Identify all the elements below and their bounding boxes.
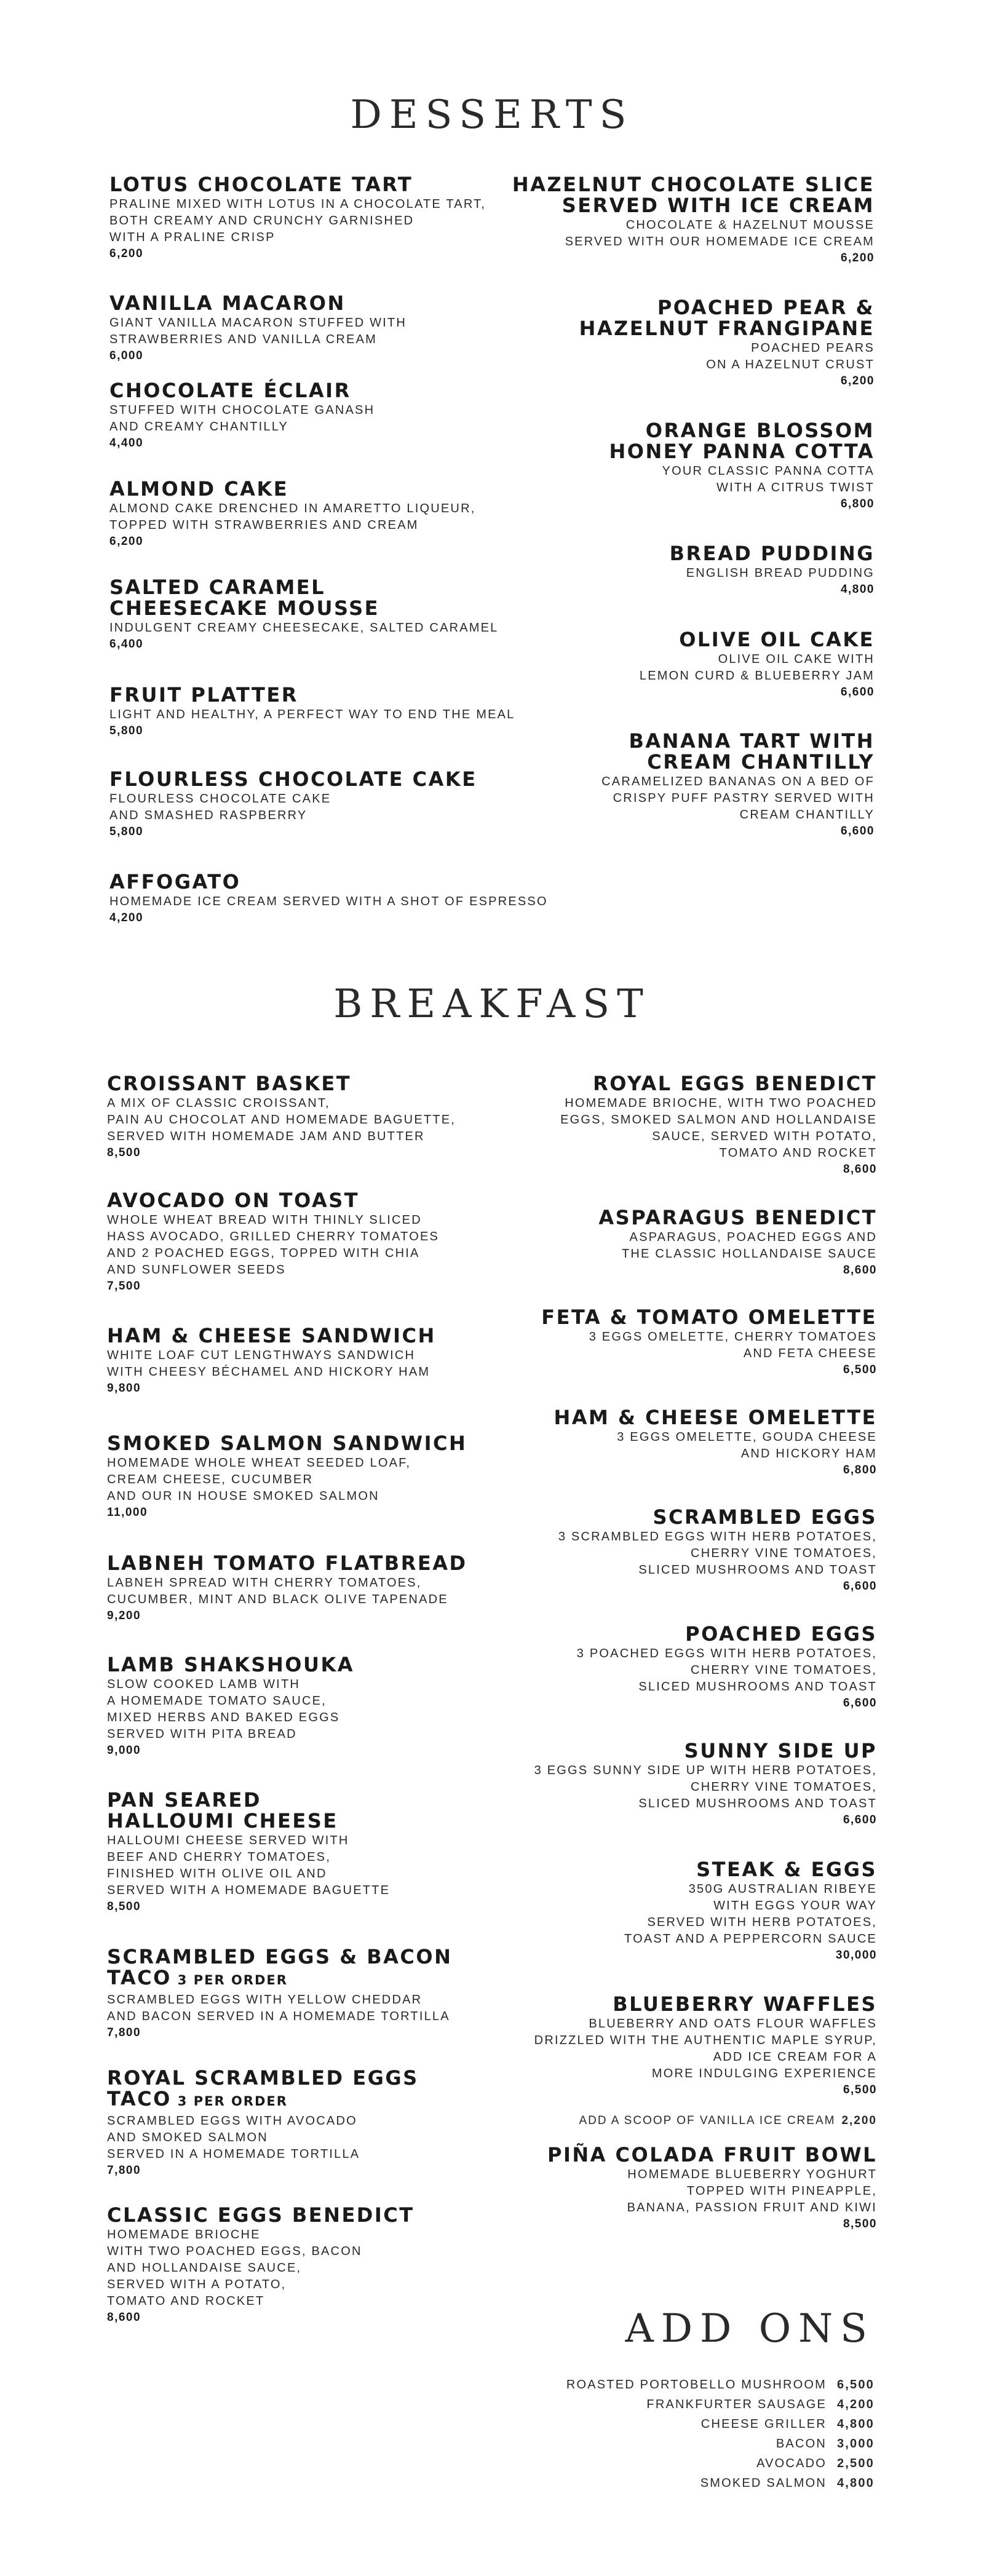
item-name: BANANA TART WITH CREAM CHANTILLY — [629, 729, 875, 774]
item-name: SALTED CARAMEL CHEESECAKE MOUSSE — [109, 576, 379, 620]
item-description: ENGLISH BREAD PUDDING — [686, 566, 875, 580]
item-description: HOMEMADE BRIOCHE, WITH TWO POACHED EGGS, SMOKED SALMON AND HOLLANDAISE SAUCE, SERVED WITH POTATO, TOMATO AND ROCKET — [560, 1096, 877, 1160]
item-name: FETA & TOMATO OMELETTE — [541, 1306, 877, 1329]
item-name: CLASSIC EGGS BENEDICT — [107, 2203, 415, 2227]
item-price: 4,800 — [840, 583, 875, 596]
item-description: WHITE LOAF CUT LENGTHWAYS SANDWICH WITH CHEESY BÉCHAMEL AND HICKORY HAM — [107, 1349, 430, 1379]
menu-item — [443, 1507, 877, 1595]
item-name: SCRAMBLED EGGS — [653, 1505, 877, 1529]
addon-price: 2,500 — [836, 2457, 875, 2470]
menu-item — [443, 1994, 877, 2129]
addon-item — [444, 2414, 875, 2434]
menu-item — [443, 543, 875, 598]
extra-label: ADD A SCOOP OF VANILLA ICE CREAM — [579, 2114, 836, 2127]
item-price: 6,200 — [840, 252, 875, 264]
item-note: 3 PER ORDER — [177, 1973, 288, 1987]
menu-item — [443, 420, 875, 512]
item-name: HAM & CHEESE OMELETTE — [554, 1406, 877, 1429]
item-name: AFFOGATO — [109, 870, 241, 894]
item-price: 9,800 — [107, 1382, 141, 1395]
item-name: ASPARAGUS BENEDICT — [598, 1206, 877, 1229]
menu-item — [109, 871, 552, 926]
addons-heading: ADD ONS — [625, 2306, 875, 2352]
breakfast-heading: BREAKFAST — [333, 981, 651, 1027]
item-description: LIGHT AND HEALTHY, A PERFECT WAY TO END THE MEAL — [109, 708, 515, 721]
addons-list — [444, 2375, 875, 2493]
item-description: 3 POACHED EGGS WITH HERB POTATOES, CHERRY VINE TOMATOES, SLICED MUSHROOMS AND TOAST — [576, 1647, 877, 1694]
item-price: 6,600 — [843, 1813, 877, 1826]
addon-item — [444, 2454, 875, 2473]
menu-item — [443, 1740, 877, 1828]
item-description: OLIVE OIL CAKE WITH LEMON CURD & BLUEBERRY JAM — [639, 652, 875, 683]
item-description: CARAMELIZED BANANAS ON A BED OF CRISPY PUFF PASTRY SERVED WITH CREAM CHANTILLY — [601, 775, 875, 822]
item-description: HOMEMADE BRIOCHE WITH TWO POACHED EGGS, BACON AND HOLLANDAISE SAUCE, SERVED WITH A POTATO, TOMATO AND ROCKET — [107, 2228, 362, 2308]
addon-name: FRANKFURTER SAUSAGE — [646, 2398, 827, 2411]
extra-price: 2,200 — [841, 2114, 877, 2127]
item-description: FLOURLESS CHOCOLATE CAKE AND SMASHED RASPBERRY — [109, 792, 331, 822]
desserts-heading: DESSERTS — [350, 92, 634, 138]
menu-item — [443, 731, 875, 839]
item-price: 6,600 — [840, 825, 875, 838]
item-description: CHOCOLATE & HAZELNUT MOUSSE SERVED WITH OUR HOMEMADE ICE CREAM — [565, 218, 875, 248]
item-name-text: ROYAL SCRAMBLED EGGS TACO — [107, 2066, 419, 2110]
item-price: 6,500 — [843, 1363, 877, 1376]
item-name: ORANGE BLOSSOM HONEY PANNA COTTA — [609, 419, 875, 463]
item-description: ALMOND CAKE DRENCHED IN AMARETTO LIQUEUR, TOPPED WITH STRAWBERRIES AND CREAM — [109, 502, 476, 532]
item-price: 11,000 — [107, 1506, 148, 1519]
item-price: 4,200 — [109, 911, 144, 924]
item-price: 6,600 — [843, 1697, 877, 1710]
addon-price: 3,000 — [836, 2437, 875, 2451]
item-name: PIÑA COLADA FRUIT BOWL — [547, 2143, 877, 2166]
item-price: 8,600 — [107, 2311, 141, 2324]
item-name: POACHED EGGS — [685, 1622, 877, 1646]
item-name: PAN SEARED HALLOUMI CHEESE — [107, 1788, 338, 1833]
addon-price: 4,800 — [836, 2476, 875, 2490]
item-price: 6,400 — [109, 638, 144, 651]
menu-item — [443, 2144, 877, 2232]
item-note: 3 PER ORDER — [177, 2094, 288, 2109]
item-description: 350G AUSTRALIAN RIBEYE WITH EGGS YOUR WAY SERVED WITH HERB POTATOES, TOAST AND A PEPPERCORN SAUCE — [624, 1882, 877, 1946]
item-price: 5,800 — [109, 724, 144, 737]
item-name: CROISSANT BASKET — [107, 1072, 352, 1095]
item-description: 3 EGGS OMELETTE, GOUDA CHEESE AND HICKORY HAM — [617, 1430, 877, 1460]
item-price: 8,500 — [107, 1146, 141, 1159]
menu-item — [443, 1859, 877, 1964]
item-name: HAZELNUT CHOCOLATE SLICE SERVED WITH ICE CREAM — [512, 173, 875, 217]
addon-name: SMOKED SALMON — [700, 2476, 827, 2490]
item-name: AVOCADO ON TOAST — [107, 1189, 360, 1212]
item-name: LAMB SHAKSHOUKA — [107, 1653, 354, 1676]
item-name: CHOCOLATE ÉCLAIR — [109, 379, 351, 402]
item-name: LOTUS CHOCOLATE TART — [109, 173, 413, 196]
item-price: 7,800 — [107, 2026, 141, 2039]
addon-item — [444, 2473, 875, 2493]
item-description: 3 EGGS OMELETTE, CHERRY TOMATOES AND FETA CHEESE — [589, 1330, 877, 1360]
item-name: ROYAL EGGS BENEDICT — [593, 1072, 877, 1095]
item-price: 7,800 — [107, 2164, 141, 2177]
item-name: VANILLA MACARON — [109, 291, 346, 315]
item-price: 6,600 — [843, 1580, 877, 1593]
item-price: 4,400 — [109, 437, 144, 450]
item-price: 8,500 — [107, 1900, 141, 1913]
item-price: 8,600 — [843, 1264, 877, 1277]
item-name: STEAK & EGGS — [696, 1858, 877, 1881]
item-price: 7,500 — [107, 1280, 141, 1293]
item-description: HALLOUMI CHEESE SERVED WITH BEEF AND CHERRY TOMATOES, FINISHED WITH OLIVE OIL AND SERVED WITH A HOMEMADE BAGUETTE — [107, 1834, 391, 1897]
item-price: 6,200 — [840, 375, 875, 387]
item-description: POACHED PEARS ON A HAZELNUT CRUST — [706, 341, 875, 371]
item-description: SCRAMBLED EGGS WITH YELLOW CHEDDAR AND BACON SERVED IN A HOMEMADE TORTILLA — [107, 1993, 450, 2023]
item-description: HOMEMADE ICE CREAM SERVED WITH A SHOT OF ESPRESSO — [109, 895, 548, 908]
item-price: 6,000 — [109, 349, 144, 362]
item-description: PRALINE MIXED WITH LOTUS IN A CHOCOLATE TART, BOTH CREAMY AND CRUNCHY GARNISHED WITH A PRALINE CRISP — [109, 197, 486, 244]
item-price: 6,200 — [109, 535, 144, 548]
menu-item — [443, 1073, 877, 1178]
item-description: ASPARAGUS, POACHED EGGS AND THE CLASSIC HOLLANDAISE SAUCE — [621, 1231, 877, 1261]
menu-item — [443, 1207, 877, 1278]
item-price: 6,800 — [843, 1464, 877, 1476]
addon-price: 4,800 — [836, 2417, 875, 2431]
item-name: FRUIT PLATTER — [109, 683, 298, 707]
item-name: FLOURLESS CHOCOLATE CAKE — [109, 767, 477, 791]
addon-item — [444, 2375, 875, 2395]
item-name-text: SCRAMBLED EGGS & BACON TACO — [107, 1945, 453, 1989]
addon-name: BACON — [776, 2437, 827, 2451]
item-name: POACHED PEAR & HAZELNUT FRANGIPANE — [579, 296, 875, 340]
addon-price: 6,500 — [836, 2378, 875, 2392]
item-name: SUNNY SIDE UP — [684, 1739, 877, 1762]
item-name: ALMOND CAKE — [109, 477, 289, 501]
item-description: SLOW COOKED LAMB WITH A HOMEMADE TOMATO SAUCE, MIXED HERBS AND BAKED EGGS SERVED WITH PITA BREAD — [107, 1678, 340, 1741]
menu-item — [443, 174, 875, 266]
item-price: 9,000 — [107, 1744, 141, 1757]
item-description: 3 SCRAMBLED EGGS WITH HERB POTATOES, CHERRY VINE TOMATOES, SLICED MUSHROOMS AND TOAST — [558, 1530, 877, 1577]
item-description: HOMEMADE WHOLE WHEAT SEEDED LOAF, CREAM CHEESE, CUCUMBER AND OUR IN HOUSE SMOKED SALMON — [107, 1456, 411, 1503]
item-name: BLUEBERRY WAFFLES — [613, 1992, 877, 2016]
item-extra — [443, 2113, 877, 2129]
addon-name: AVOCADO — [756, 2457, 827, 2470]
item-price: 6,200 — [109, 247, 144, 260]
addon-price: 4,200 — [836, 2398, 875, 2411]
item-name: BREAD PUDDING — [669, 542, 875, 565]
addon-item — [444, 2434, 875, 2454]
item-name: SMOKED SALMON SANDWICH — [107, 1432, 467, 1455]
item-description: 3 EGGS SUNNY SIDE UP WITH HERB POTATOES, CHERRY VINE TOMATOES, SLICED MUSHROOMS AND TOAST — [534, 1764, 877, 1810]
menu-item — [443, 629, 875, 700]
menu-item — [443, 1307, 877, 1378]
item-price: 8,600 — [843, 1163, 877, 1176]
item-price: 6,600 — [840, 686, 875, 699]
item-description: YOUR CLASSIC PANNA COTTA WITH A CITRUS TWIST — [662, 464, 875, 494]
item-price: 9,200 — [107, 1609, 141, 1622]
item-description: HOMEMADE BLUEBERRY YOGHURT TOPPED WITH PINEAPPLE, BANANA, PASSION FRUIT AND KIWI — [627, 2168, 877, 2214]
item-price: 6,800 — [840, 497, 875, 510]
item-description: A MIX OF CLASSIC CROISSANT, PAIN AU CHOCOLAT AND HOMEMADE BAGUETTE, SERVED WITH HOMEMADE JAM AND BUTTER — [107, 1096, 456, 1143]
menu-item — [443, 1623, 877, 1711]
item-name: LABNEH TOMATO FLATBREAD — [107, 1552, 467, 1575]
menu-item — [443, 297, 875, 389]
item-name: HAM & CHEESE SANDWICH — [107, 1324, 436, 1347]
item-price: 6,500 — [843, 2083, 877, 2096]
item-description: LABNEH SPREAD WITH CHERRY TOMATOES, CUCUMBER, MINT AND BLACK OLIVE TAPENADE — [107, 1576, 448, 1606]
item-description: SCRAMBLED EGGS WITH AVOCADO AND SMOKED SALMON SERVED IN A HOMEMADE TORTILLA — [107, 2114, 360, 2161]
item-description: BLUEBERRY AND OATS FLOUR WAFFLES DRIZZLED WITH THE AUTHENTIC MAPLE SYRUP, ADD ICE CREAM FOR A MORE INDULGING EXPERIENCE — [534, 2017, 877, 2080]
addon-item — [444, 2395, 875, 2414]
item-price: 30,000 — [835, 1949, 877, 1962]
addon-name: ROASTED PORTOBELLO MUSHROOM — [566, 2378, 827, 2392]
item-price: 5,800 — [109, 825, 144, 838]
item-description: STUFFED WITH CHOCOLATE GANASH AND CREAMY CHANTILLY — [109, 403, 375, 434]
item-description: GIANT VANILLA MACARON STUFFED WITH STRAWBERRIES AND VANILLA CREAM — [109, 316, 407, 346]
item-name: OLIVE OIL CAKE — [679, 628, 875, 651]
item-description: INDULGENT CREAMY CHEESECAKE, SALTED CARAMEL — [109, 621, 499, 635]
item-price: 8,500 — [843, 2217, 877, 2230]
addon-name: CHEESE GRILLER — [700, 2417, 827, 2431]
item-description: WHOLE WHEAT BREAD WITH THINLY SLICED HASS AVOCADO, GRILLED CHERRY TOMATOES AND 2 POACHED EGGS, TOPPED WITH CHIA AND SUNFLOWER SEEDS — [107, 1213, 440, 1277]
menu-item — [443, 1407, 877, 1478]
